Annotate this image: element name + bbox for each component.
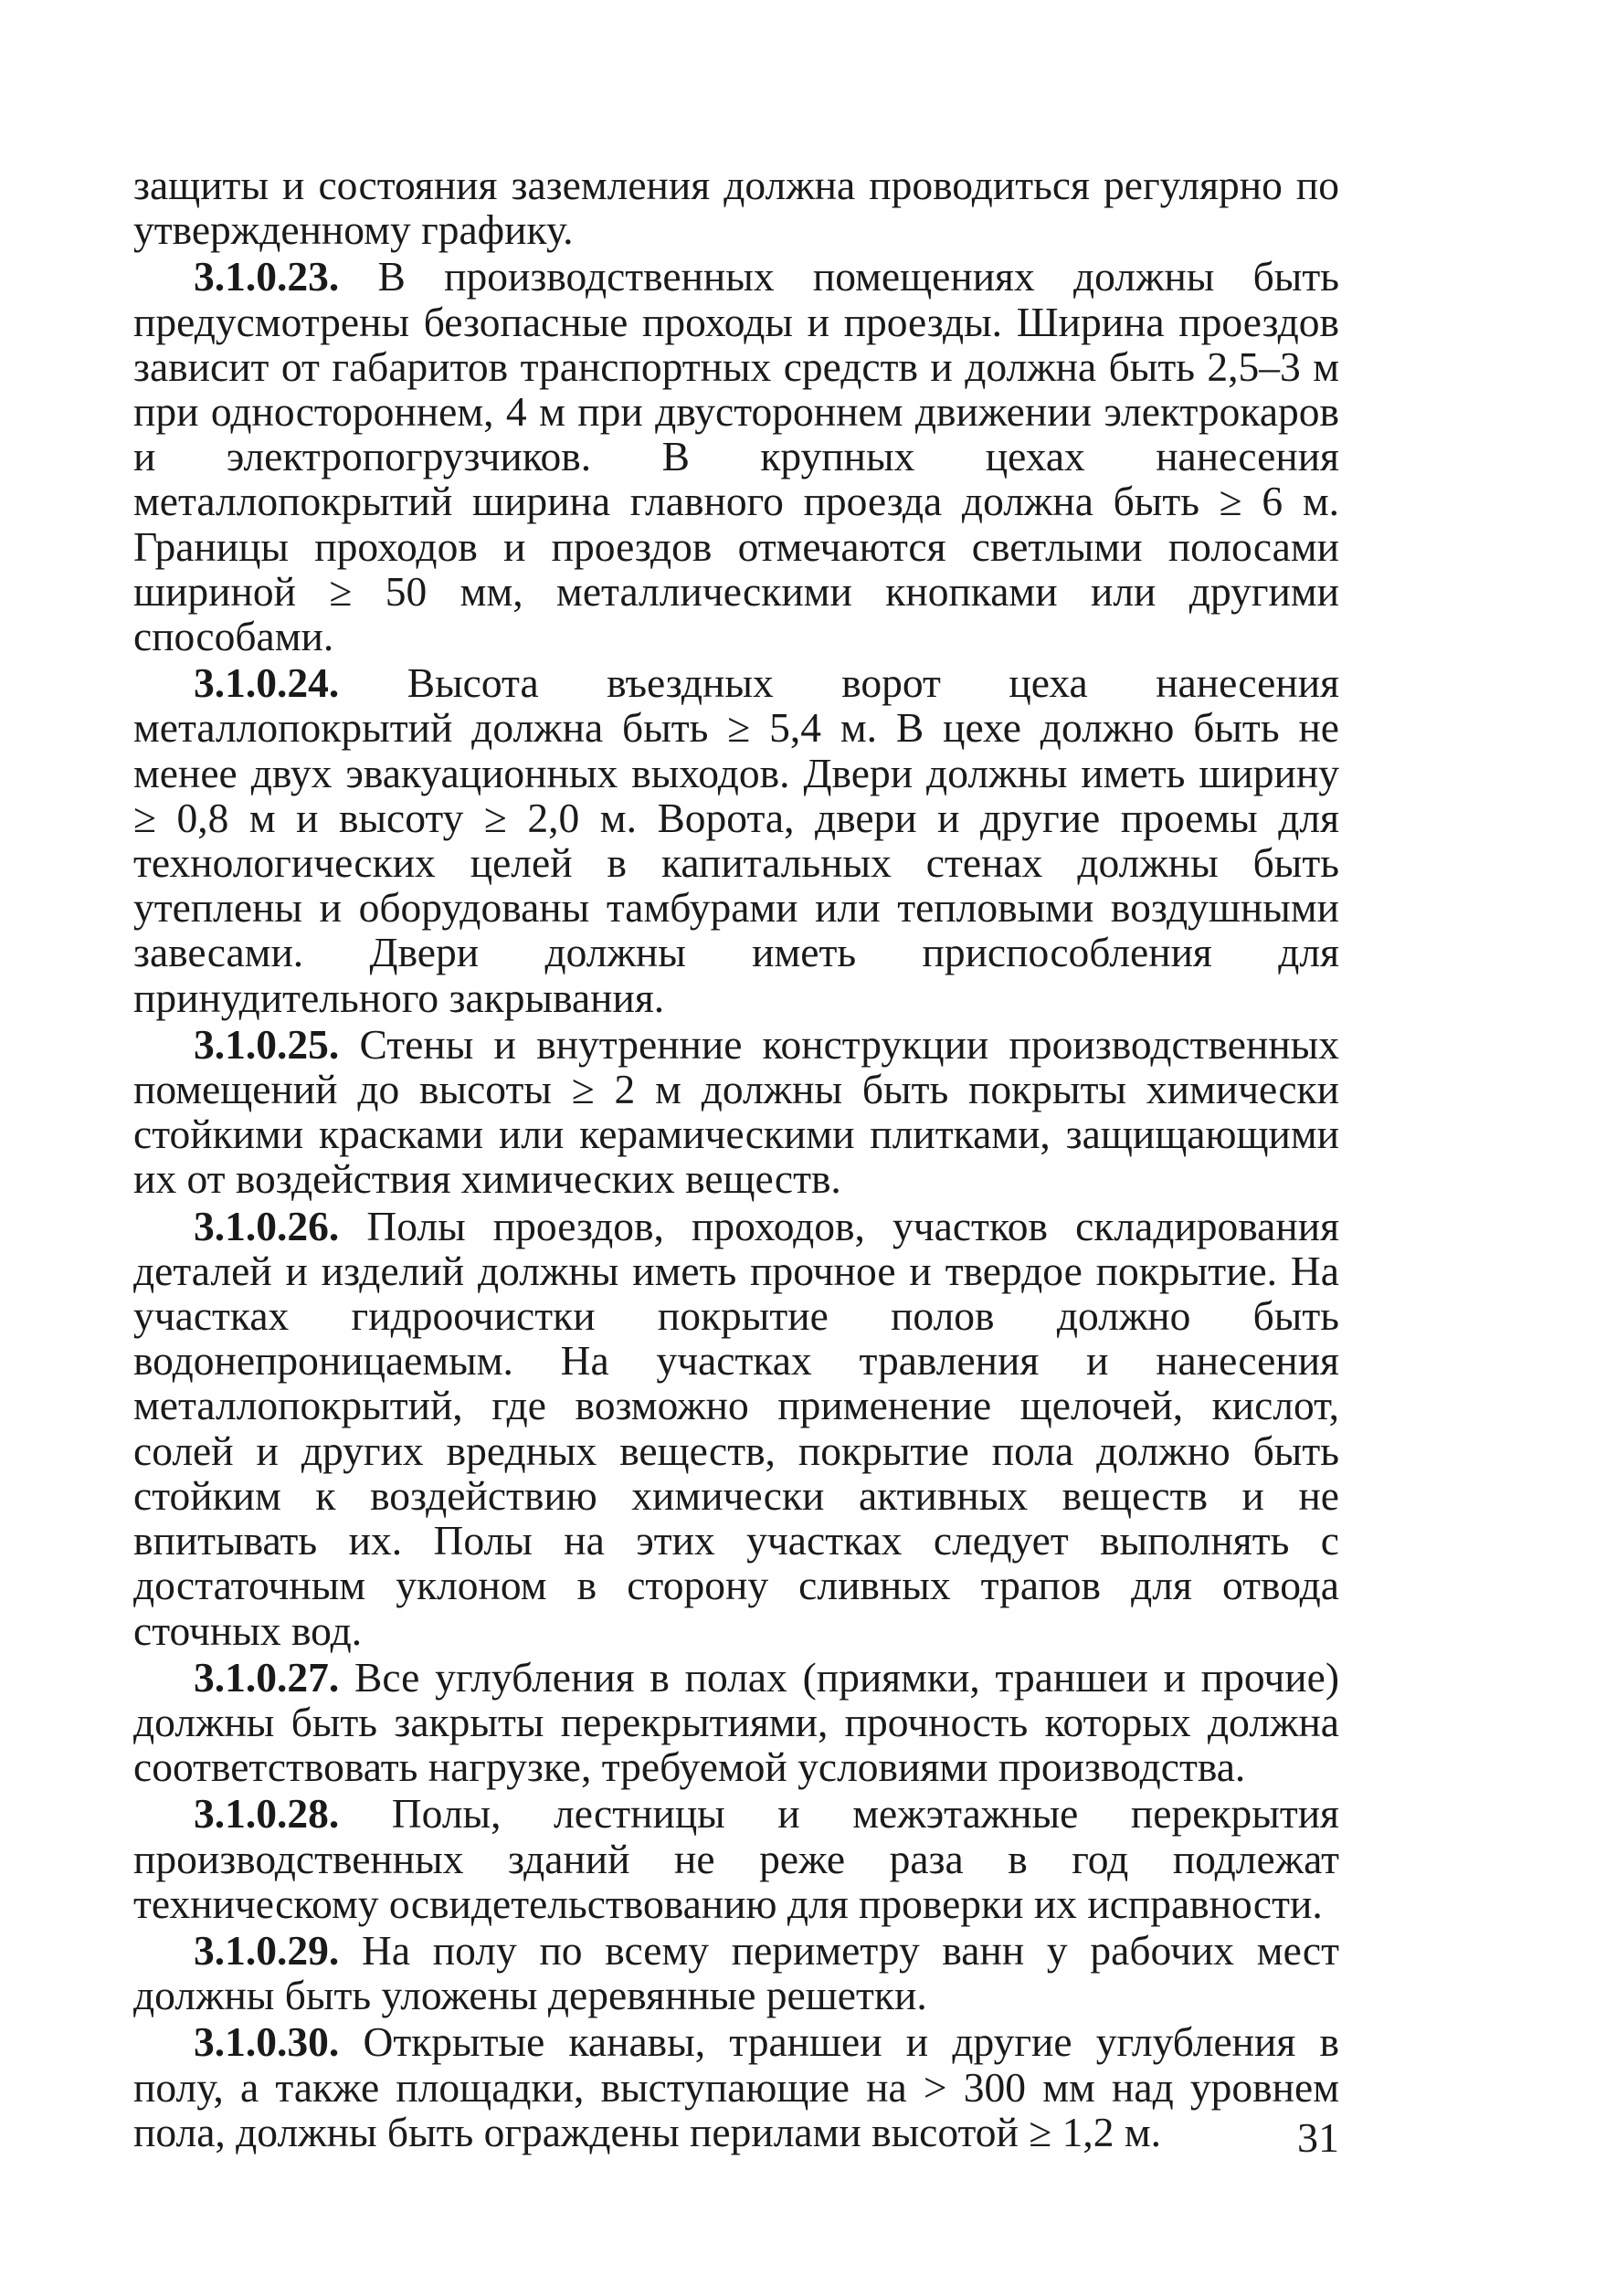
clause-text: На полу по всему периметру ванн у рабочих мест должны быть уложены деревянные решетки.	[133, 1926, 1339, 2019]
clause-3-1-0-28	[133, 1791, 1339, 1926]
clause-text: Полы проездов, проходов, участков складирования деталей и изделий должны иметь прочное и твердое покрытие. На участках гидроочистки покрытие полов должно быть водонепроницаемым. На участках травления и нанесения металлопокрытий, где возможно применение щелочей, кислот, солей и других вредных веществ, покрытие пола должно быть стойким к воздействию химически активных веществ и не впитывать их. Полы на этих участках следует выполнять с достаточным уклоном в сторону сливных трапов для отвода сточных вод.	[133, 1202, 1339, 1654]
clause-number: 3.1.0.23.	[194, 253, 340, 300]
clause-3-1-0-30	[133, 2019, 1339, 2154]
clause-text: Стены и внутренние конструкции производственных помещений до высоты ≥ 2 м должны быть покрыты химически стойкими красками или керамическими плитками, защищающими их от воздействия химических веществ.	[133, 1020, 1339, 1203]
document-page	[133, 163, 1339, 2190]
page-number: 31	[1297, 2114, 1339, 2161]
clause-3-1-0-23	[133, 254, 1339, 658]
clause-number: 3.1.0.27.	[194, 1653, 340, 1701]
clause-3-1-0-27	[133, 1655, 1339, 1790]
clause-number: 3.1.0.24.	[194, 659, 340, 707]
clause-3-1-0-26	[133, 1204, 1339, 1653]
clause-text: В производственных помещениях должны быть предусмотрены безопасные проходы и проезды. Ширина проездов зависит от габаритов транспортных средств и должна быть 2,5–3 м при одностороннем, 4 м при двустороннем движении электрокаров и электропогрузчиков. В крупных цехах нанесения металлопокрытий ширина главного проезда должна быть ≥ 6 м. Границы проходов и проездов отмечаются светлыми полосами шириной ≥ 50 мм, металлическими кнопками или другими способами.	[133, 253, 1339, 660]
clause-text: Полы, лестницы и межэтажные перекрытия производственных зданий не реже раза в год подлежат техническому освидетельствованию для проверки их исправности.	[133, 1790, 1339, 1927]
clause-number: 3.1.0.28.	[194, 1790, 340, 1838]
clause-3-1-0-29	[133, 1928, 1339, 2017]
clause-3-1-0-24	[133, 660, 1339, 1020]
clause-number: 3.1.0.26.	[194, 1202, 340, 1249]
clause-number: 3.1.0.25.	[194, 1020, 340, 1068]
clause-3-1-0-25	[133, 1022, 1339, 1202]
clause-text: Все углубления в полах (приямки, траншеи и прочие) должны быть закрыты перекрытиями, прочность которых должна соответствовать нагрузке, требуемой условиями производства.	[133, 1653, 1339, 1791]
clause-number: 3.1.0.29.	[194, 1926, 340, 1974]
continuation-paragraph: защиты и состояния заземления должна проводиться регулярно по утвержденному графику.	[133, 162, 1339, 254]
clause-text: Высота въездных ворот цеха нанесения металлопокрытий должна быть ≥ 5,4 м. В цехе должно быть не менее двух эвакуационных выходов. Двери должны иметь ширину ≥ 0,8 м и высоту ≥ 2,0 м. Ворота, двери и другие проемы для технологических целей в капитальных стенах должны быть утеплены и оборудованы тамбурами или тепловыми воздушными завесами. Двери должны иметь приспособления для принудительного закрывания.	[133, 659, 1339, 1021]
clause-number: 3.1.0.30.	[194, 2018, 340, 2066]
clause-text: Открытые канавы, траншеи и другие углубления в полу, а также площадки, выступающие на > 300 мм над уровнем пола, должны быть ограждены перилами высотой ≥ 1,2 м.	[133, 2018, 1339, 2155]
